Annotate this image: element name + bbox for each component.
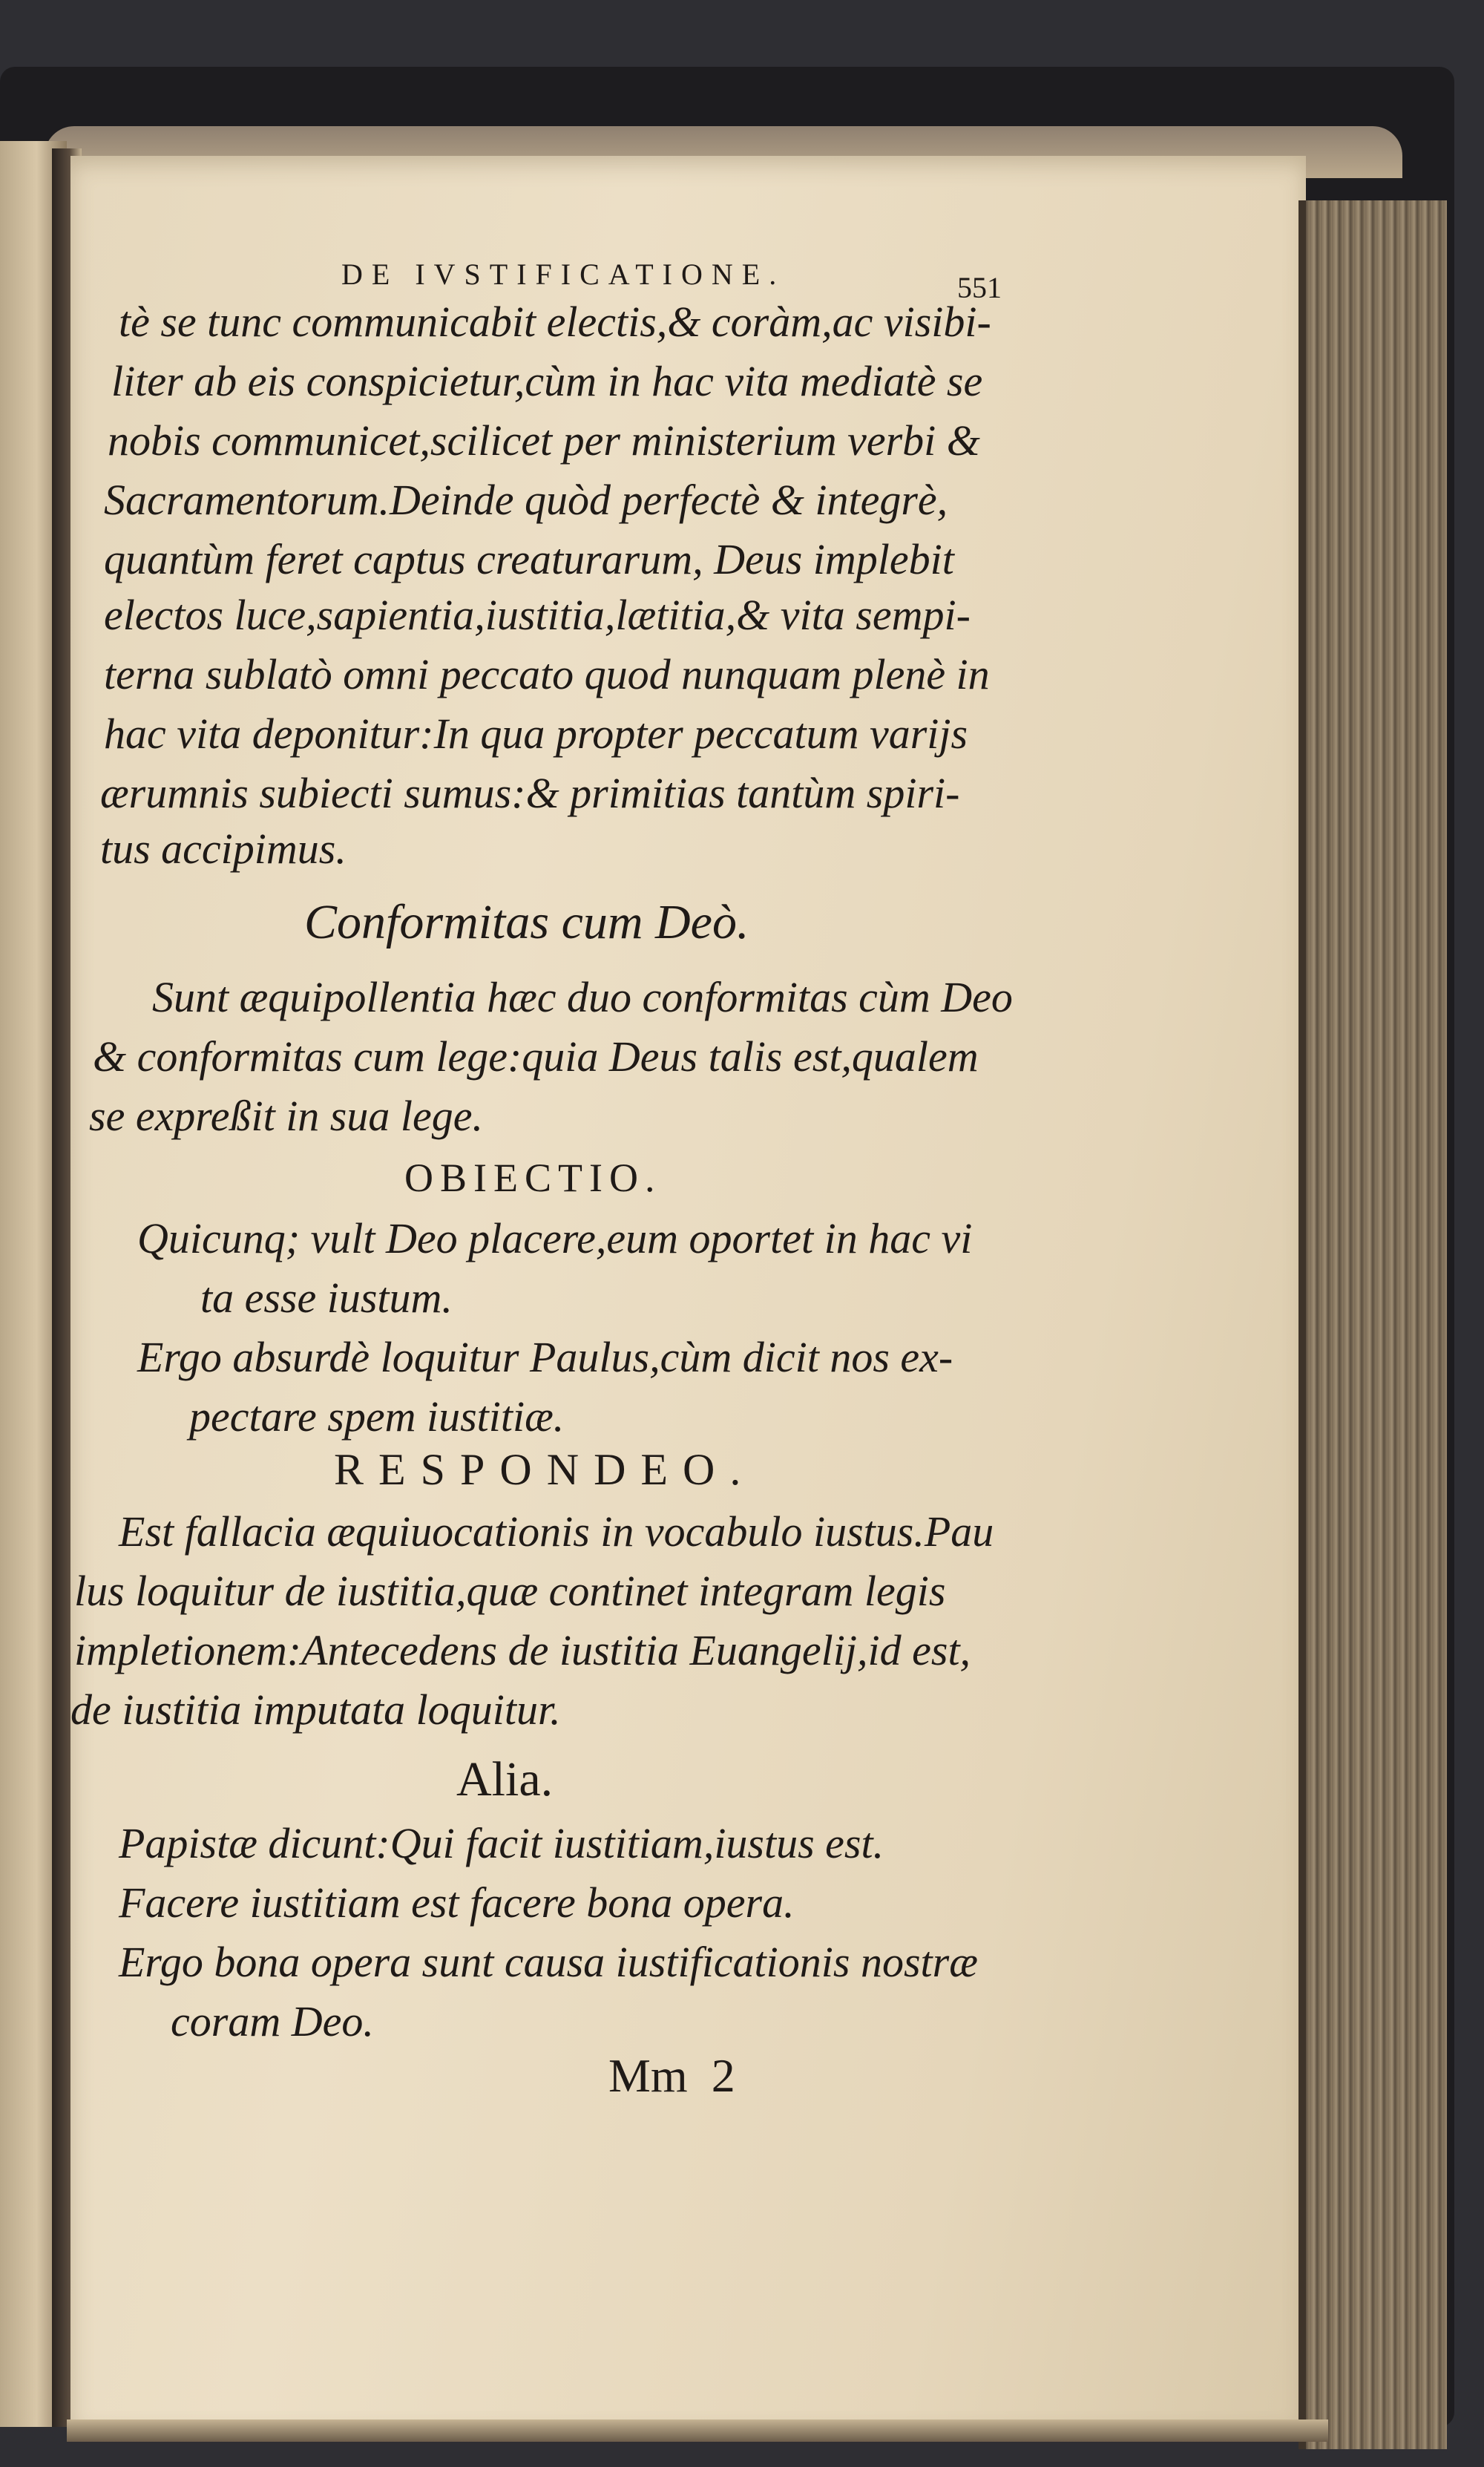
section-heading: Conformitas cum Deò. (304, 895, 749, 949)
section-heading: Alia. (456, 1752, 554, 1806)
text-line: de iustitia imputata loquitur. (70, 1685, 561, 1734)
text-line: quantùm feret captus creaturarum, Deus implebit (104, 535, 954, 583)
text-line: ta esse iustum. (200, 1274, 453, 1322)
text-line: electos luce,sapientia,iustitia,lætitia,& vita sempi- (104, 591, 971, 639)
signature-mark: Mm 2 (608, 2049, 735, 2102)
text-line: hac vita deponitur:In qua propter peccatum varijs (104, 710, 968, 758)
page-number: 551 (957, 271, 1002, 304)
text-line: coram Deo. (171, 1997, 374, 2045)
text-line: terna sublatò omni peccato quod nunquam plenè in (104, 650, 990, 698)
text-line: Facere iustitiam est facere bona opera. (119, 1878, 795, 1927)
running-head: DE IVSTIFICATIONE. (341, 258, 786, 291)
text-line: Papistæ dicunt:Qui facit iustitiam,iustus est. (119, 1819, 884, 1867)
section-heading: OBIECTIO. (404, 1156, 662, 1200)
text-line: liter ab eis conspicietur,cùm in hac vita mediatè se (111, 357, 983, 405)
text-line: Sacramentorum.Deinde quòd perfectè & integrè, (104, 476, 948, 524)
text-line: pectare spem iustitiæ. (189, 1392, 565, 1441)
text-line: ærumnis subiecti sumus:& primitias tantùm spiri- (100, 769, 960, 817)
section-heading: RESPONDEO. (334, 1445, 756, 1494)
text-line: Ergo bona opera sunt causa iustificationis nostræ (119, 1938, 978, 1986)
text-line: Quicunq; vult Deo placere,eum oportet in hac vi (137, 1214, 973, 1262)
text-line: & conformitas cum lege:quia Deus talis est,qualem (93, 1032, 979, 1081)
text-line: Sunt æquipollentia hæc duo conformitas cùm Deo (152, 973, 1013, 1021)
text-line: se expreßit in sua lege. (89, 1092, 483, 1140)
text-line: lus loquitur de iustitia,quæ continet integram legis (74, 1567, 946, 1615)
text-line: Ergo absurdè loquitur Paulus,cùm dicit nos ex- (137, 1333, 953, 1381)
text-line: tus accipimus. (100, 825, 347, 873)
text-line: impletionem:Antecedens de iustitia Euangelij,id est, (74, 1626, 971, 1674)
text-line: nobis communicet,scilicet per ministerium verbi & (108, 416, 980, 465)
text-line: Est fallacia æquiuocationis in vocabulo iustus.Pau (119, 1507, 994, 1556)
text-line: tè se tunc communicabit electis,& coràm,ac visibi- (119, 298, 991, 346)
